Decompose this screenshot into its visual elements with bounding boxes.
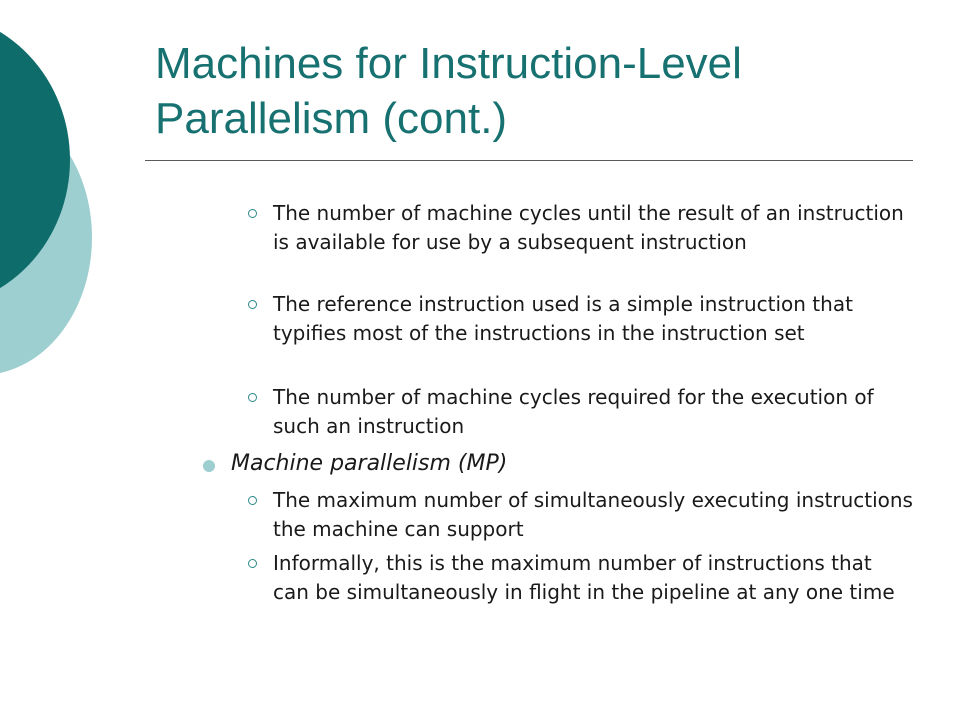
sub-bullet-text: The number of machine cycles until the result of an instruction is available for use by a subsequent instruction <box>273 201 904 254</box>
ring-bullet-icon <box>248 496 257 505</box>
sub-bullet-text: The number of machine cycles required for the execution of such an instruction <box>273 385 874 438</box>
sub-bullet-text: The maximum number of simultaneously executing instructions the machine can support <box>273 488 913 541</box>
ring-bullet-icon <box>248 300 257 309</box>
dot-bullet-icon <box>203 460 215 472</box>
slide-title-line-2: Parallelism (cont.) <box>155 94 508 143</box>
sub-bullet-text: The reference instruction used is a simple instruction that typifies most of the instructions in the instruction set <box>273 292 853 345</box>
main-bullet-text: Machine parallelism (MP) <box>231 451 508 476</box>
slide-title-line-1: Machines for Instruction-Level <box>155 39 742 88</box>
ring-bullet-icon <box>248 393 257 402</box>
ring-bullet-icon <box>248 209 257 218</box>
title-divider <box>145 160 913 161</box>
sub-bullet-text: Informally, this is the maximum number of instructions that can be simultaneously in flight in the pipeline at any one time <box>273 551 895 604</box>
ring-bullet-icon <box>248 559 257 568</box>
slide-title <box>155 36 915 146</box>
